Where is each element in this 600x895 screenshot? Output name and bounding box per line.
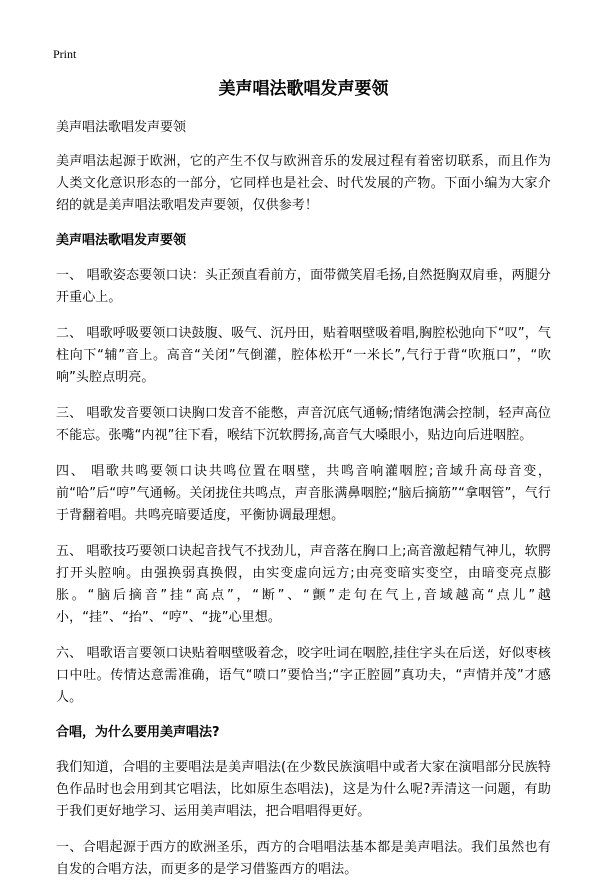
paragraph-vocalization: 三、 唱歌发音要领口诀胸口发音不能憋，声音沉底气通畅;情绪饱满会控制，轻声高位不能忘。张嘴“内视”往下看，喉结下沉软腭扬,高音气大嗓眼小，贴边向后进咽腔。 <box>56 406 551 443</box>
print-label[interactable]: Print <box>53 47 77 61</box>
paragraph-posture: 一、 唱歌姿态要领口诀：头正颈直看前方，面带微笑眉毛扬,自然挺胸双肩垂，两腿分开重心上。 <box>56 268 551 305</box>
paragraph-chorus-origin: 一、合唱起源于西方的欧洲圣乐，西方的合唱唱法基本都是美声唱法。我们虽然也有自发的合唱方法，而更多的是学习借鉴西方的唱法。 <box>56 840 551 877</box>
article <box>56 78 551 895</box>
paragraph-breathing: 二、 唱歌呼吸要领口诀鼓腹、吸气、沉丹田，贴着咽壁吸着唱,胸腔松弛向下“叹”，气柱向下“辅”音上。高音“关闭”气倒灌，腔体松开“一米长”,气行于背“吹瓶口”，“吹响”头腔点明亮。 <box>56 326 551 385</box>
paragraph-language: 六、 唱歌语言要领口诀贴着咽壁吸着念，咬字吐词在咽腔,挂住字头在后送，好似枣核口中吐。传情达意需准确，语气“喷口”要恰当;“字正腔圆”真功夫，“声情并茂”才感人。 <box>56 646 551 705</box>
page-title: 美声唱法歌唱发声要领 <box>218 79 389 99</box>
section-heading-chorus: 合唱，为什么要用美声唱法? <box>56 725 220 740</box>
section-heading-techniques: 美声唱法歌唱发声要领 <box>56 233 187 248</box>
intro-paragraph: 美声唱法起源于欧洲，它的产生不仅与欧洲音乐的发展过程有着密切联系，而且作为人类文化意识形态的一部分，它同样也是社会、时代发展的产物。下面小编为大家介绍的就是美声唱法歌唱发声要领，仅供参考！ <box>56 154 551 213</box>
paragraph-resonance: 四、 唱歌共鸣要领口诀共鸣位置在咽壁，共鸣音响灌咽腔;音域升高母音变，前“哈”后“哼”气通畅。关闭拢住共鸣点，声音胀满鼻咽腔;“脑后摘筋”“拿咽管”，气行于背翻着唱。共鸣亮暗要适度，平衡协调最理想。 <box>56 464 551 523</box>
article-subtitle: 美声唱法歌唱发声要领 <box>56 120 187 135</box>
paragraph-skills: 五、 唱歌技巧要领口诀起音找气不找劲儿，声音落在胸口上;高音激起精气神儿，软腭打开头腔响。由强换弱真换假，由实变虚向远方;由亮变暗实变空，由暗变亮点膨胀。“脑后摘音”挂“高点”，“断”、“颤”走句在气上,音域越高“点儿”越小，“挂”、“抬”、“哼”、“拢”心里想。 <box>56 544 551 625</box>
paragraph-chorus-intro: 我们知道，合唱的主要唱法是美声唱法(在少数民族演唱中或者大家在演唱部分民族特色作品时也会用到其它唱法，比如原生态唱法)，这是为什么呢?弄清这一问题，有助于我们更好地学习、运用美声唱法，把合唱唱得更好。 <box>56 760 551 819</box>
